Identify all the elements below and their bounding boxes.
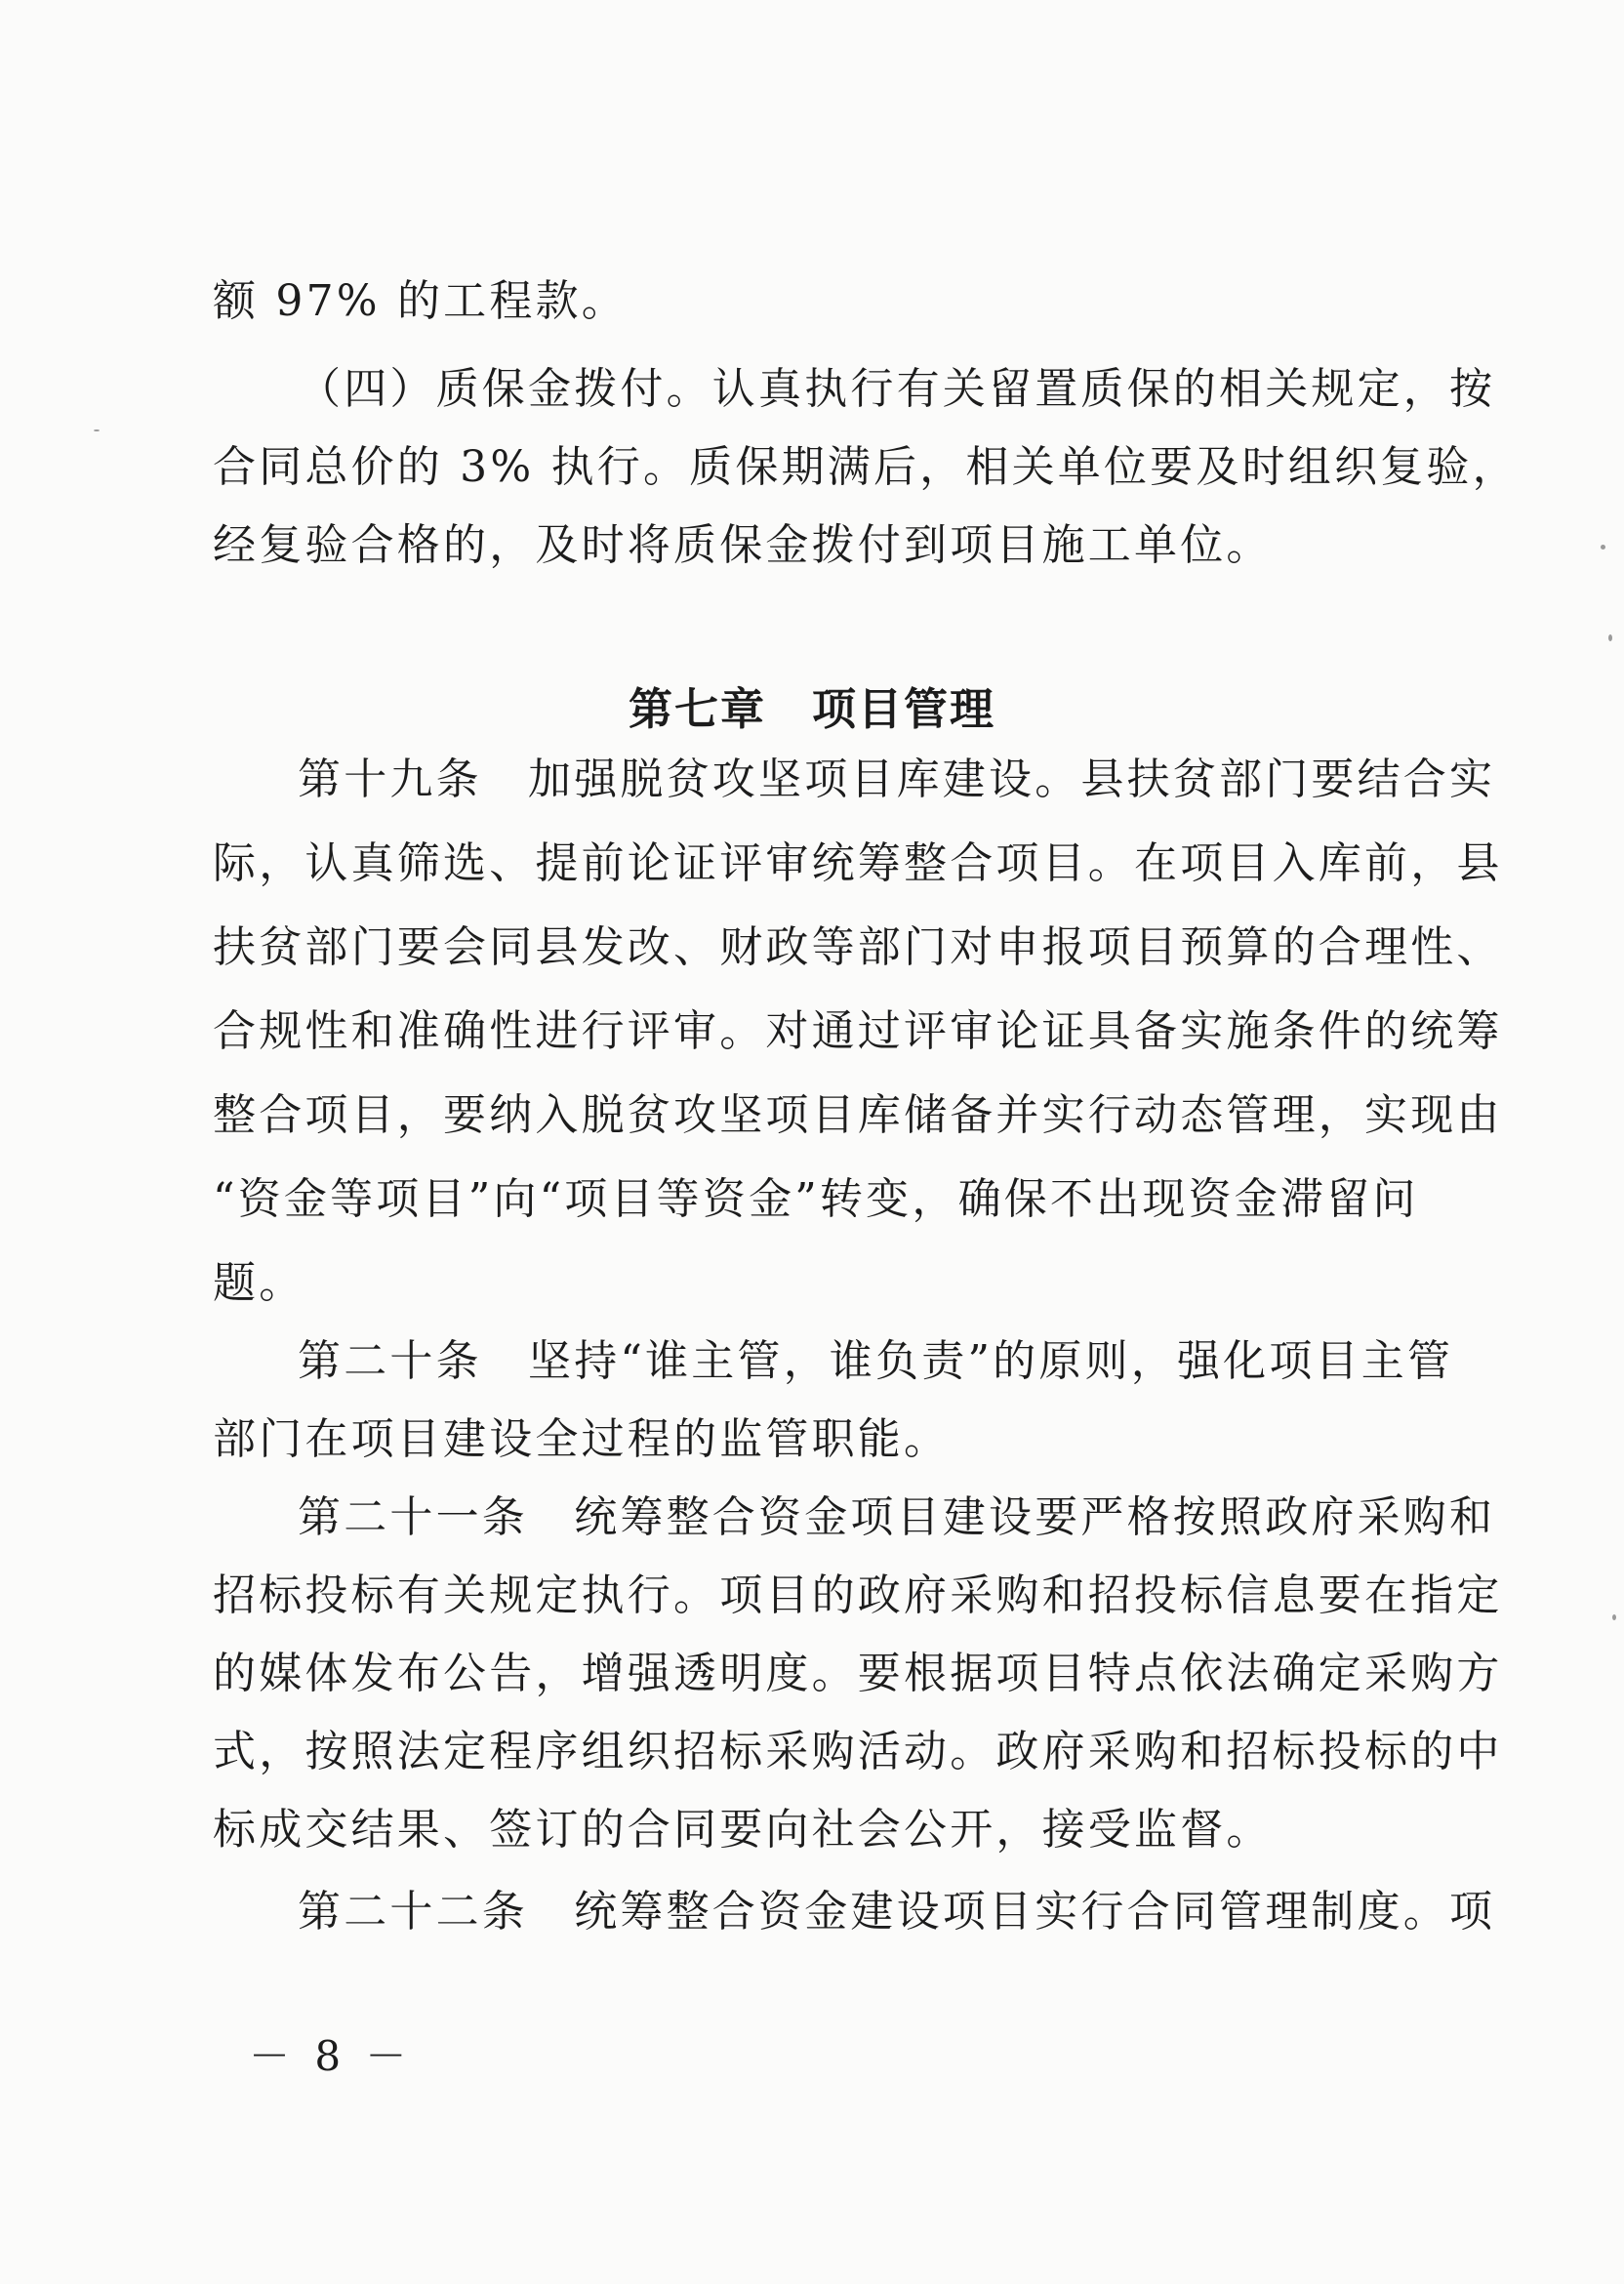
body-line: 部门在项目建设全过程的监管职能。 [213,1414,951,1464]
body-line: “资金等项目”向“项目等资金”转变，确保不出现资金滞留问 [213,1174,1419,1224]
body-line: 整合项目，要纳入脱贫攻坚项目库储备并实行动态管理，实现由 [213,1090,1503,1140]
body-line: 招标投标有关规定执行。项目的政府采购和招投标信息要在指定 [213,1570,1503,1620]
scan-speck [1612,1614,1616,1620]
scan-speck [94,429,100,431]
article-19-line: 第十九条 加强脱贫攻坚项目库建设。县扶贫部门要结合实 [298,755,1496,804]
body-line: 合同总价的 3% 执行。质保期满后，相关单位要及时组织复验， [213,442,1519,492]
page-number: － 8 － [249,2032,413,2080]
body-line: 式，按照法定程序组织招标采购活动。政府采购和招标投标的中 [213,1727,1503,1776]
body-line: 合规性和准确性进行评审。对通过评审论证具备实施条件的统筹 [213,1006,1503,1056]
scan-speck [1608,634,1612,641]
body-line: 际，认真筛选、提前论证评审统筹整合项目。在项目入库前，县 [213,838,1503,888]
article-21-line: 第二十一条 统筹整合资金项目建设要严格按照政府采购和 [298,1492,1496,1542]
body-line: 标成交结果、签订的合同要向社会公开，接受监督。 [213,1805,1273,1855]
body-line: 额 97% 的工程款。 [213,276,628,326]
body-line: 题。 [213,1258,305,1308]
chapter-heading: 第七章 项目管理 [628,683,995,735]
body-line: 的媒体发布公告，增强透明度。要根据项目特点依法确定采购方 [213,1649,1503,1698]
body-line: 经复验合格的，及时将质保金拨付到项目施工单位。 [213,520,1273,570]
article-22-line: 第二十二条 统筹整合资金建设项目实行合同管理制度。项 [298,1887,1496,1937]
body-line: 扶贫部门要会同县发改、财政等部门对申报项目预算的合理性、 [213,922,1503,972]
article-20-line: 第二十条 坚持“谁主管，谁负责”的原则，强化项目主管 [298,1336,1454,1386]
scan-speck [1601,545,1605,550]
paragraph-heading-line: （四）质保金拨付。认真执行有关留置质保的相关规定，按 [298,364,1496,414]
